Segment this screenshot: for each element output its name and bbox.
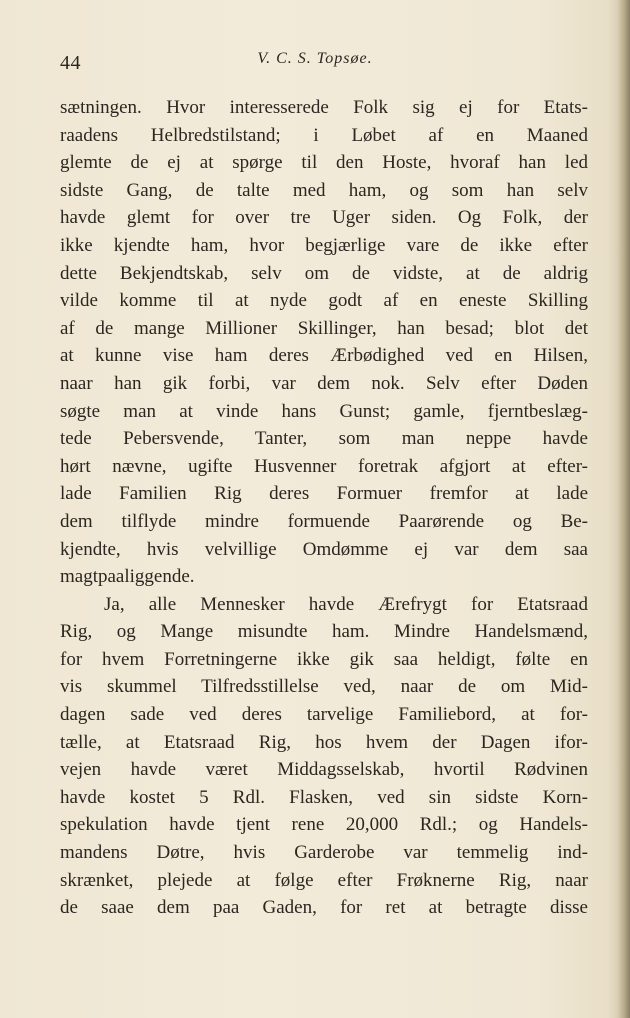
text-line: for hvem Forretningerne ikke gik saa heldigt, følte en xyxy=(60,648,588,670)
text-line: sidste Gang, de talte med ham, og som han selv xyxy=(60,179,588,201)
body-text xyxy=(60,94,588,922)
text-line: hørt nævne, ugifte Husvenner foretrak afgjort at efter- xyxy=(60,455,588,477)
text-line: glemte de ej at spørge til den Hoste, hvoraf han led xyxy=(60,152,588,174)
text-line: raadens Helbredstilstand; i Løbet af en Maaned xyxy=(60,124,588,146)
text-line: Rig, og Mange misundte ham. Mindre Handelsmænd, xyxy=(60,621,588,643)
text-line: mandens Døtre, hvis Garderobe var temmelig ind- xyxy=(60,842,588,864)
text-line: tede Pebersvende, Tanter, som man neppe havde xyxy=(60,428,588,450)
text-line: kjendte, hvis velvillige Omdømme ej var dem saa xyxy=(60,538,588,560)
text-line: vejen havde været Middagsselskab, hvortil Rødvinen xyxy=(60,759,588,781)
text-line: havde kostet 5 Rdl. Flasken, ved sin sidste Korn- xyxy=(60,786,588,808)
text-line: at kunne vise ham deres Ærbødighed ved en Hilsen, xyxy=(60,345,588,367)
text-line: Ja, alle Mennesker havde Ærefrygt for Etatsraad xyxy=(104,593,588,615)
text-line: magtpaaliggende. xyxy=(60,566,195,588)
text-line: dagen sade ved deres tarvelige Familiebord, at for- xyxy=(60,704,588,726)
text-line: af de mange Millioner Skillinger, han besad; blot det xyxy=(60,317,588,339)
text-line: lade Familien Rig deres Formuer fremfor at lade xyxy=(60,483,588,505)
text-line: havde glemt for over tre Uger siden. Og Folk, der xyxy=(60,207,588,229)
text-line: naar han gik forbi, var dem nok. Selv efter Døden xyxy=(60,372,588,394)
running-title: V. C. S. Topsøe. xyxy=(257,50,373,67)
page-gutter-shadow xyxy=(608,0,618,1018)
text-line: dem tilflyde mindre formuende Paarørende og Be- xyxy=(60,510,588,532)
book-spine-edge xyxy=(618,0,630,1018)
text-line: spekulation havde tjent rene 20,000 Rdl.; og Handels- xyxy=(60,814,588,836)
text-line: vis skummel Tilfredsstillelse ved, naar de om Mid- xyxy=(60,676,588,698)
text-line: skrænket, plejede at følge efter Frøknerne Rig, naar xyxy=(60,869,588,891)
text-line: tælle, at Etatsraad Rig, hos hvem der Dagen ifor- xyxy=(60,731,588,753)
text-line: dette Bekjendtskab, selv om de vidste, at de aldrig xyxy=(60,262,588,284)
text-line: sætningen. Hvor interesserede Folk sig ej for Etats- xyxy=(60,97,588,118)
text-line: de saae dem paa Gaden, for ret at betragte disse xyxy=(60,897,588,919)
text-line: ikke kjendte ham, hvor begjærlige vare de ikke efter xyxy=(60,234,588,256)
page-number: 44 xyxy=(60,52,81,74)
text-line: vilde komme til at nyde godt af en eneste Skilling xyxy=(60,290,588,312)
text-line: søgte man at vinde hans Gunst; gamle, fjerntbeslæg- xyxy=(60,400,588,422)
